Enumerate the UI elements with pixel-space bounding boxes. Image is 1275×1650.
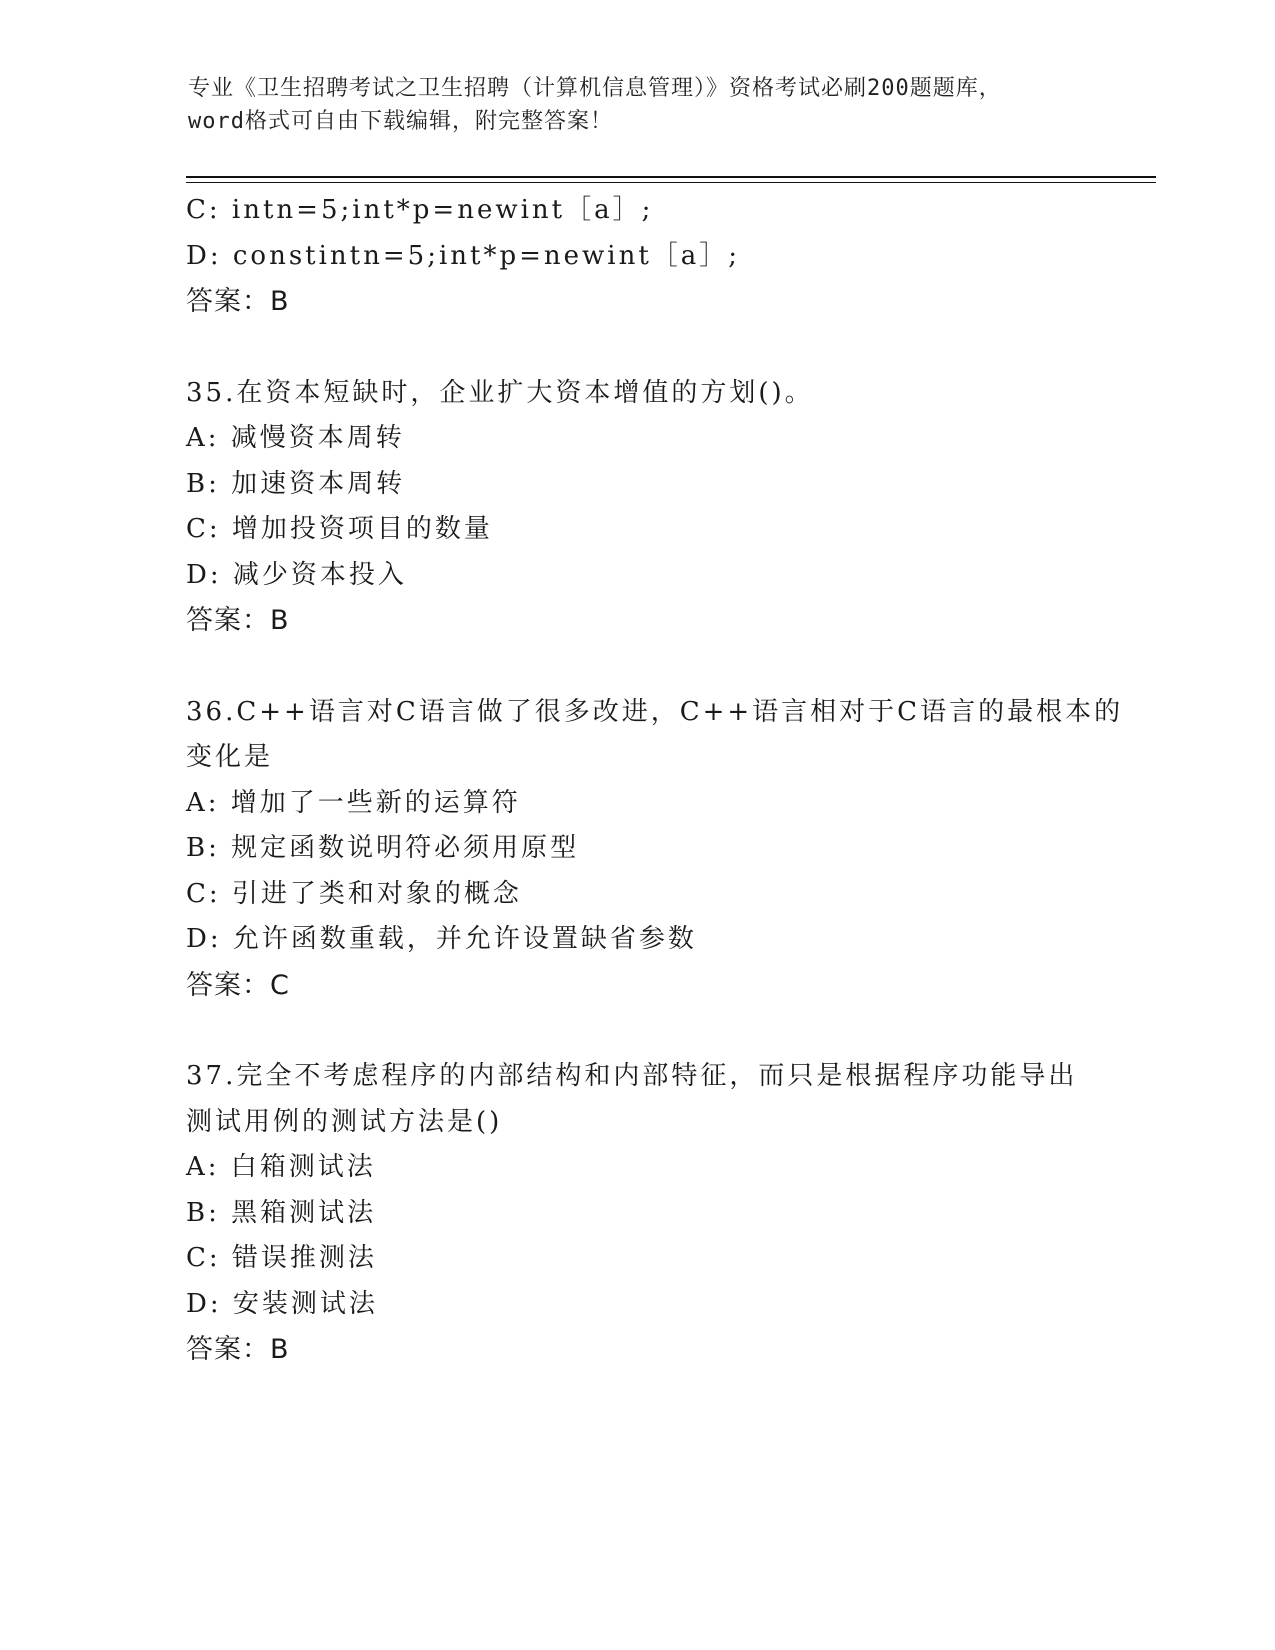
option-d: D: 安装测试法 (186, 1288, 378, 1319)
option-c: C: 错误推测法 (186, 1243, 377, 1273)
question-stem-line-2: 变化是 (186, 742, 274, 772)
header-divider-thick (186, 176, 1156, 178)
question-list (186, 188, 1124, 1373)
continued-question (186, 188, 1086, 325)
option-d: D: 允许函数重载，并允许设置缺省参数 (186, 924, 697, 954)
header-title-line-1: 专业《卫生招聘考试之卫生招聘（计算机信息管理）》资格考试必刷200题题库， (188, 76, 1002, 101)
answer-line: 答案：C (186, 969, 290, 1001)
option-c: C: intn=5;int*p=newint［a］; (186, 195, 654, 225)
option-b: B: 规定函数说明符必须用原型 (186, 833, 580, 863)
question-35 (186, 371, 1086, 644)
answer-line: 答案：B (186, 286, 290, 317)
option-a: A: 减慢资本周转 (186, 423, 405, 453)
option-d: D: constintn=5;int*p=newint［a］; (186, 240, 741, 271)
question-stem-line-2: 测试用例的测试方法是() (186, 1106, 503, 1137)
answer-line: 答案：B (186, 1334, 290, 1365)
document-header (188, 72, 1088, 138)
option-d: D: 减少资本投入 (186, 559, 407, 590)
option-c: C: 引进了类和对象的概念 (186, 878, 522, 909)
option-b: B: 加速资本周转 (186, 468, 406, 499)
question-spacer (186, 644, 1086, 690)
option-c: C: 增加投资项目的数量 (186, 514, 493, 544)
question-stem-line-1: 36.C++语言对C语言做了很多改进，C++语言相对于C语言的最根本的 (186, 696, 1124, 727)
question-spacer (186, 1008, 1086, 1054)
question-stem: 35.在资本短缺时，企业扩大资本增值的方划()。 (186, 377, 814, 408)
header-divider-thin (186, 182, 1156, 183)
question-37 (186, 1054, 1086, 1373)
question-stem-line-1: 37.完全不考虑程序的内部结构和内部特征，而只是根据程序功能导出 (186, 1061, 1078, 1091)
option-a: A: 白箱测试法 (186, 1152, 376, 1182)
answer-line: 答案：B (186, 605, 290, 636)
option-b: B: 黑箱测试法 (186, 1197, 377, 1228)
header-title-line-2: word格式可自由下载编辑，附完整答案！ (188, 109, 613, 134)
question-36 (186, 690, 1124, 1009)
question-spacer (186, 325, 1086, 371)
option-a: A: 增加了一些新的运算符 (186, 787, 521, 818)
